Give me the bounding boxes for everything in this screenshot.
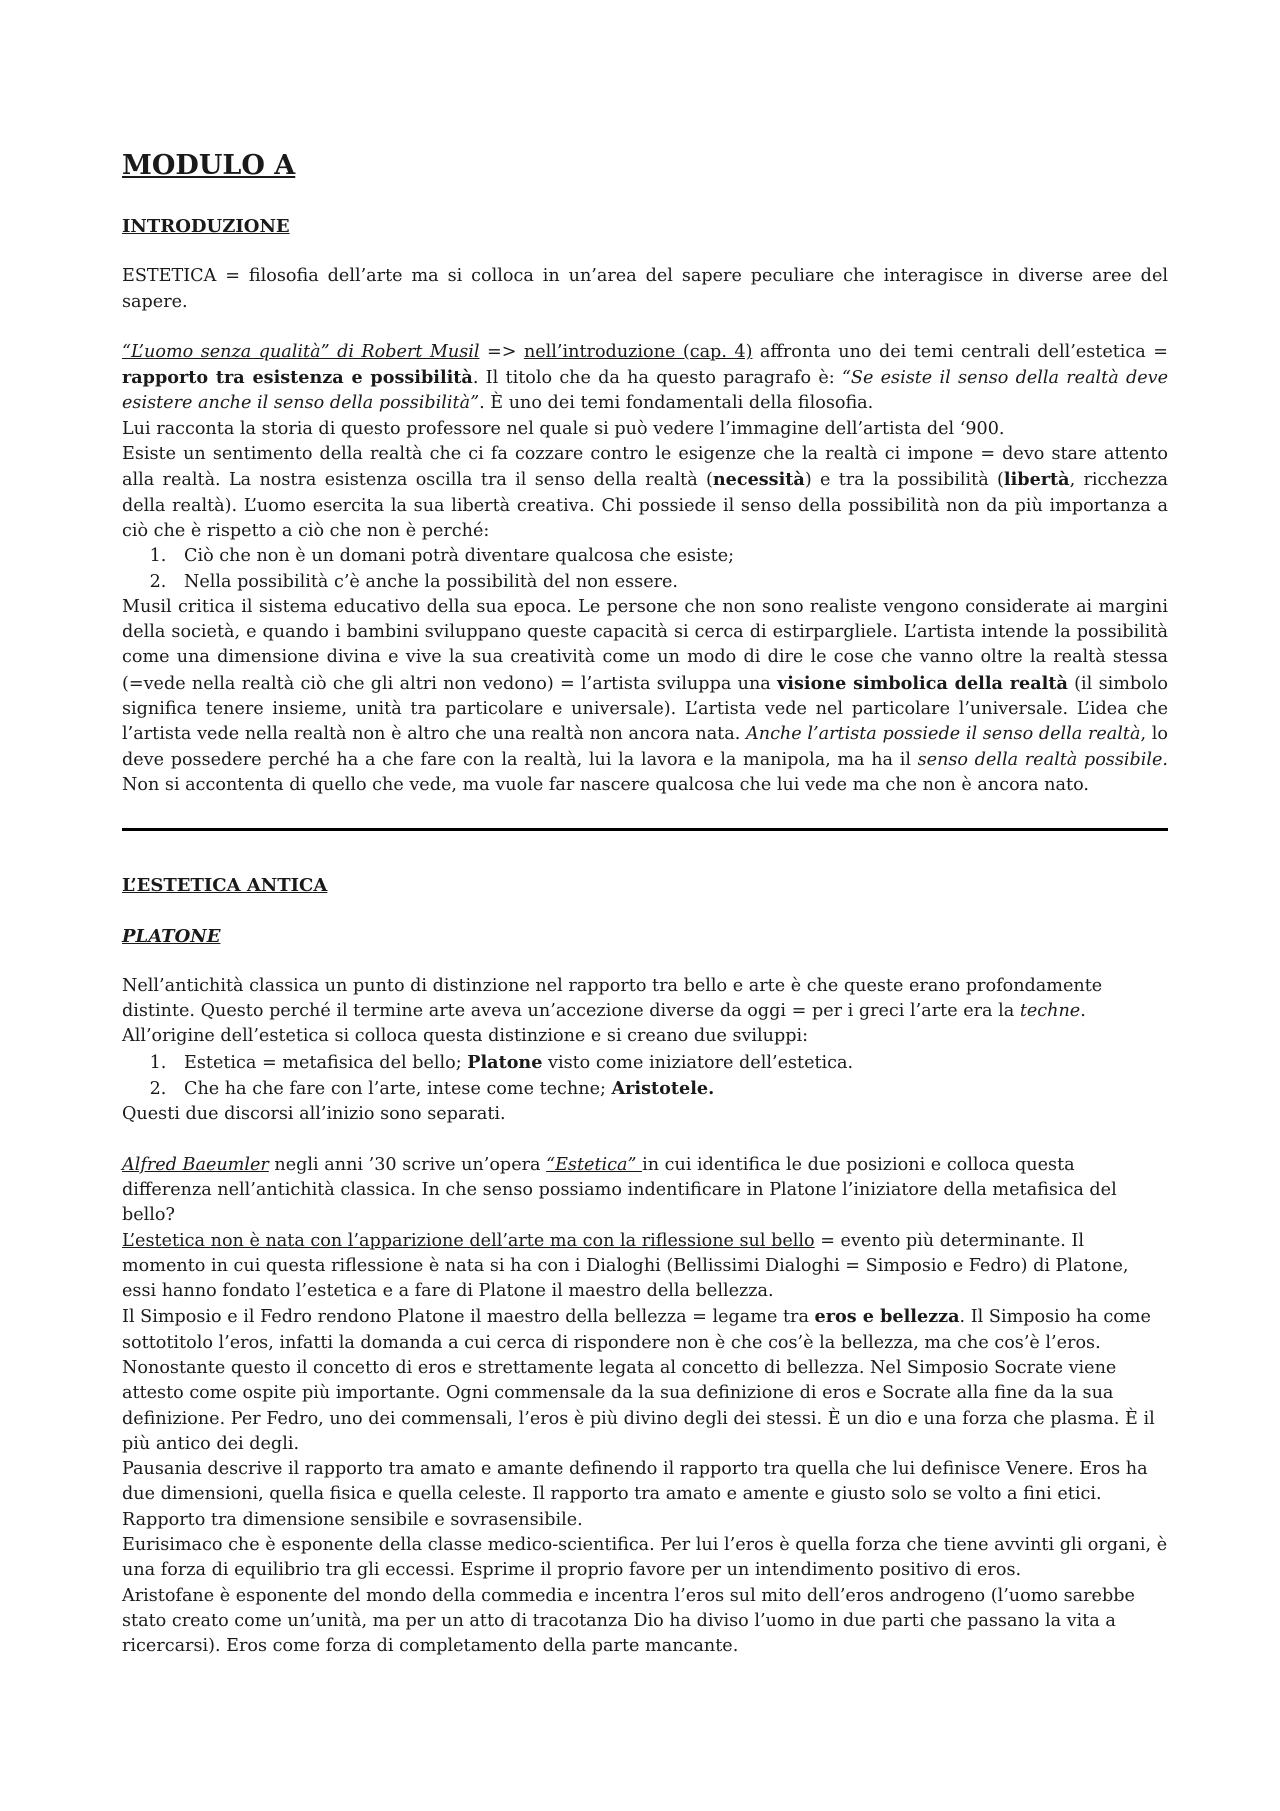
paragraph-musil: “L’uomo senza qualità” di Robert Musil => nell’introduzione (cap. 4) affronta uno dei temi centrali dell’estetica = rapporto tra esistenza e possibilità. Il titolo che da ha questo paragrafo è: “Se esiste il senso della realtà deve esistere anche il senso della possibilità”. È uno dei temi fondamentali della filosofia. [122,341,1169,414]
quote: “Se esiste il senso della realtà deve esistere anche il senso della possibilità” [122,368,1169,414]
document-page [122,148,1168,1660]
paragraph-sentimento: Esiste un sentimento della realtà che ci fa cozzare contro le esigenze che la realtà ci impone = devo stare attento alla realtà. La nostra esistenza oscilla tra il senso della realtà (necessità) e tra la possibilità (libertà, ricchezza della realtà). L’uomo esercita la sua libertà creativa. Chi possiede il senso della possibilità non da più importanza a ciò che è rispetto a ciò che non è perché: [122,444,1169,541]
paragraph-musil-critica: Musil critica il sistema educativo della sua epoca. Le persone che non sono realiste vengono considerate ai margini della società, e quando i bambini sviluppano queste capacità si cerca di estirpargliele. L’artista intende la possibilità come una dimensione divina e vive la sua creatività come un modo di dire le cose che vanno oltre la realtà stessa (=vede nella realtà ciò che gli altri non vedono) = l’artista sviluppa una visione simbolica della realtà (il simbolo significa tenere insieme, unità tra particolare e universale). L’artista vede nel particolare l’universale. L’idea che l’artista vede nella realtà non è altro che una realtà non ancora nata. Anche l’artista possiede il senso della realtà, lo deve possedere perché ha a che fare con la realtà, lui la lavora e la manipola, ma ha il senso della realtà possibile. Non si accontenta di quello che vede, ma vuole far nascere qualcosa che lui vede ma che non è ancora nato. [122,596,1168,795]
developments-list [122,1050,1168,1103]
bold-term: rapporto tra esistenza e possibilità [122,367,473,389]
paragraph-origine: All’origine dell’estetica si colloca questa distinzione e si creano due sviluppi: [122,1026,809,1047]
intro-reference: nell’introduzione (cap. 4) [523,341,753,362]
paragraph-professore: Lui racconta la storia di questo professore nel quale si può vedere l’immagine dell’artista del ‘900. [122,418,1005,439]
book-title: “L’uomo senza qualità” di Robert Musil [122,341,480,362]
paragraph-simposio: Il Simposio e il Fedro rendono Platone il maestro della bellezza = legame tra eros e bellezza. Il Simposio ha come sottotitolo l’eros, infatti la domanda a cui cerca di rispondere non è che cos’è la bellezza, ma che cos’è l’eros. Nonostante questo il concetto di eros e strettamente legata al concetto di bellezza. Nel Simposio Socrate viene attesto come ospite più importante. Ogni commensale da la sua definizione di eros e Socrate alla fine da la sua definizione. Per Fedro, uno dei commensali, l’eros è più divino degli dei stessi. È un dio e una forza che plasma. È il più antico dei degli. [122,1306,1155,1454]
possibility-list [122,544,1168,595]
author-name: Alfred Baeumler [122,1154,269,1175]
list-item: 2. Nella possibilità c’è anche la possibilità del non essere. [172,570,1168,595]
paragraph-pausania: Pausania descrive il rapporto tra amato e amante definendo il rapporto tra quella che lui definisce Venere. Eros ha due dimensioni, quella fisica e quella celeste. Il rapporto tra amato e amente e giusto solo se volto a fini etici. Rapporto tra dimensione sensibile e sovrasensibile. [122,1459,1148,1530]
section-divider [122,828,1168,831]
paragraph-discorsi: Questi due discorsi all’inizio sono separati. [122,1104,506,1125]
paragraph-estetica-definition: ESTETICA = filosofia dell’arte ma si colloca in un’area del sapere peculiare che interagisce in diverse aree del sapere. [122,266,1168,312]
section-heading-estetica-antica: L’ESTETICA ANTICA [122,875,328,897]
paragraph-aristofane: Aristofane è esponente del mondo della commedia e incentra l’eros sul mito dell’eros androgeno (l’uomo sarebbe stato creato come un’unità, ma per un atto di tracotanza Dio ha diviso l’uomo in due parti che passano la vita a ricercarsi). Eros come forza di completamento della parte mancante. [122,1585,1135,1657]
paragraph-eurisimaco: Eurisimaco che è esponente della classe medico-scientifica. Per lui l’eros è quella forza che tiene avvinti gli organi, è una forza di equilibrio tra gli eccessi. Esprime il proprio favore per un intendimento positivo di eros. [122,1535,1168,1581]
section-heading-introduzione: INTRODUZIONE [122,216,290,237]
paragraph-antichita: Nell’antichità classica un punto di distinzione nel rapporto tra bello e arte è che queste erano profondamente distinte. Questo perché il termine arte aveva un’accezione diverse da oggi = per i greci l’arte era la techne. [122,975,1103,1022]
list-item: 2. Che ha che fare con l’arte, intese come techne; Aristotele. [172,1076,1168,1102]
subsection-heading-platone: PLATONE [122,925,221,947]
list-item: 1. Ciò che non è un domani potrà diventare qualcosa che esiste; [172,544,1168,569]
list-item: 1. Estetica = metafisica del bello; Platone visto come iniziatore dell’estetica. [172,1050,1168,1076]
work-title: “Estetica” [546,1154,643,1175]
page-title: MODULO A [122,150,296,181]
paragraph-baeumler: Alfred Baeumler negli anni ’30 scrive un’opera “Estetica” in cui identifica le due posizioni e colloca questa differenza nell’antichità classica. In che senso possiamo indentificare in Platone l’iniziatore della metafisica del bello? [122,1154,1117,1226]
paragraph-riflessione: L’estetica non è nata con l’apparizione dell’arte ma con la riflessione sul bello = evento più determinante. Il momento in cui questa riflessione è nata si ha con i Dialoghi (Bellissimi Dialoghi = Simposio e Fedro) di Platone, essi hanno fondato l’estetica e a fare di Platone il maestro della bellezza. [122,1230,1129,1302]
